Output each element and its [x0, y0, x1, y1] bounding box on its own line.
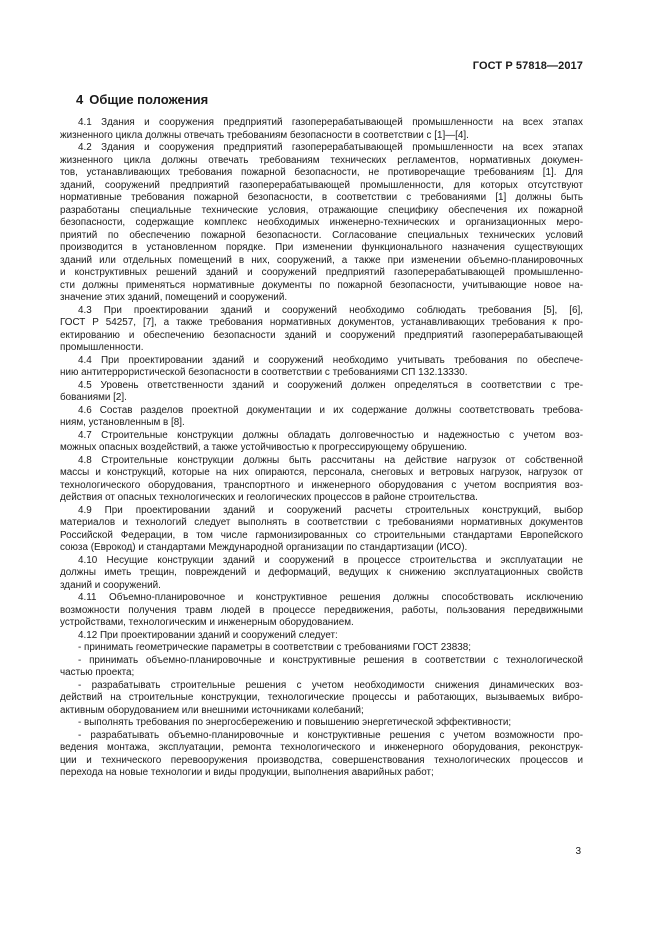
text-line: - принимать геометрические параметры в соответствии с требованиями ГОСТ 23838;: [78, 642, 471, 653]
paragraph: [60, 355, 583, 380]
text-line: - принимать объемно-планировочные и конструктивные решения в соответствии с технологической: [78, 654, 583, 666]
text-line: перехода на новые технологии и виды продукции, выполнения аварийных работ;: [60, 767, 434, 778]
section-heading: [76, 92, 208, 107]
text-line: разработаны специальные технические условия, отражающие специфику обеспечения их пожарной: [60, 204, 583, 216]
text-line: приятий по обеспечению пожарной безопасности. Согласование специальных технических условий: [60, 229, 583, 241]
text-line: союза (Еврокод) и стандартами Международной организации по стандартизации (ИСО).: [60, 542, 468, 553]
text-line: Российской Федерации, в том числе гармонизированных со строительными стандартами Европейского: [60, 529, 583, 541]
text-line: - выполнять требования по энергосбережению и повышению энергетической эффективности;: [78, 717, 512, 728]
section-title: Общие положения: [89, 92, 209, 107]
text-line: бованиями [2].: [60, 392, 127, 403]
paragraph: [60, 655, 583, 680]
text-line: значение этих зданий, помещений и сооружений.: [60, 292, 288, 303]
text-line: 4.11 Объемно-планировочное и конструктивное решения должны способствовать исключению: [78, 592, 583, 603]
paragraph: [60, 555, 583, 593]
text-line: ектированию и обеспечению безопасности зданий и сооружений предприятий газоперерабатывающей: [60, 329, 583, 341]
text-line: 4.8 Строительные конструкции должны быть рассчитаны на действие нагрузок от собственной: [78, 454, 583, 466]
text-line: тов, устанавливающих требования пожарной безопасности, не противоречащие требованиям [1]. Для: [60, 167, 583, 178]
text-line: 4.4 При проектировании зданий и сооружений необходимо учитывать требования по обеспече-: [78, 354, 583, 366]
paragraph: [60, 430, 583, 455]
paragraph: [60, 305, 583, 355]
text-line: ниям, установленным в [8].: [60, 417, 185, 428]
text-line: ции и технического перевооружения производства, совершенствования технологических процессов и: [60, 754, 583, 766]
text-line: 4.9 При проектировании зданий и сооружений расчеты строительных конструкций, выбор: [78, 504, 583, 516]
text-line: - разрабатывать строительные решения с учетом необходимости снижения динамических воз-: [78, 679, 583, 691]
text-line: частью проекта;: [60, 667, 135, 678]
text-line: - разрабатывать объемно-планировочные и конструктивные решения с учетом возможности про-: [78, 729, 583, 741]
text-line: действия от опасных технологических и геологических процессов в районе строительства.: [60, 492, 478, 503]
document-code: ГОСТ Р 57818—2017: [472, 60, 583, 72]
text-line: возможности получения травм людей в процессе передвижения, работы, пользования передвижными: [60, 604, 583, 616]
text-line: действий на строительные конструкции, технологические процессы и работающих, вызываемых вибро-: [60, 692, 583, 703]
paragraph: [60, 717, 583, 730]
text-line: жизненного цикла должны отвечать требованиям безопасности в соответствии с [1]—[4].: [60, 129, 469, 141]
page-number: 3: [575, 846, 581, 857]
paragraph: [60, 380, 583, 405]
paragraph: [60, 117, 583, 142]
text-line: сти должны применяться нормативные документы по пожарной безопасности, учитывающие новое на-: [60, 279, 583, 291]
paragraph: [60, 505, 583, 555]
text-line: материалов и технологий следует выполнять в соответствии с требованиями нормативных документов: [60, 517, 583, 528]
text-line: безопасности, содержащие комплекс необходимых инженерно-технических и организационных меро-: [60, 217, 583, 228]
text-line: нию антитеррористической безопасности в соответствии с требованиями СП 132.13330.: [60, 367, 468, 378]
paragraph: [60, 630, 583, 643]
text-line: промышленности.: [60, 342, 144, 353]
text-line: ведения монтажа, эксплуатации, ремонта технологического и инженерного оборудования, реконструк-: [60, 742, 583, 753]
text-line: 4.5 Уровень ответственности зданий и сооружений должен определяться в соответствии с тре-: [78, 379, 583, 391]
text-line: 4.2 Здания и сооружения предприятий газоперерабатывающей промышленности на всех этапах: [78, 142, 583, 153]
text-line: жизненного цикла должны отвечать требованиям технических регламентов, нормативных докумен-: [60, 154, 583, 166]
text-line: зданий, сооружений предприятий газоперерабатывающей промышленности, для которых отсутствуют: [60, 179, 583, 191]
paragraph: [60, 592, 583, 630]
text-line: 4.12 При проектировании зданий и сооружений следует:: [78, 629, 338, 641]
text-line: зданий и сооружений.: [60, 579, 161, 591]
text-line: 4.1 Здания и сооружения предприятий газоперерабатывающей промышленности на всех этапах: [78, 117, 583, 128]
text-line: можных опасных воздействий, а также устойчивостью к прогрессирующему обрушению.: [60, 442, 468, 453]
paragraph: [60, 680, 583, 718]
text-line: устройствами, технологическим и инженерным оборудованием.: [60, 617, 354, 628]
text-line: должны иметь трещин, повреждений и деформаций, ведущих к снижению эксплуатационных свойств: [60, 567, 583, 578]
text-line: зданий или отдельных помещений в них, сооружений, а также при изменении объемно-планировочных: [60, 254, 583, 266]
paragraph: [60, 405, 583, 430]
section-number: 4: [76, 92, 84, 107]
text-line: 4.7 Строительные конструкции должны обладать долговечностью и надежностью с учетом воз-: [78, 429, 583, 441]
text-line: активным оборудованием или внешними источниками колебаний;: [60, 704, 364, 716]
paragraph: [60, 142, 583, 305]
text-line: производится в установленном порядке. При изменении функционального назначения существующих: [60, 242, 583, 253]
text-line: 4.3 При проектировании зданий и сооружений необходимо соблюдать требования [5], [6],: [78, 304, 583, 316]
paragraph: [60, 730, 583, 780]
paragraph: [60, 455, 583, 505]
text-line: ГОСТ Р 54257, [7], а также требования нормативных документов, устанавливающих требования к про-: [60, 317, 583, 328]
text-line: нормативные требования пожарной безопасности, в соответствии с требованиями [1] должны быть: [60, 192, 583, 203]
paragraph: [60, 642, 583, 655]
text-line: 4.6 Состав разделов проектной документации и их содержание должны соответствовать требова-: [78, 404, 583, 416]
text-line: 4.10 Несущие конструкции зданий и сооружений в процессе строительства и эксплуатации не: [78, 554, 583, 566]
text-line: технологического оборудования, транспортного и инженерного оборудования с учетом восприятия воз-: [60, 479, 583, 491]
text-line: массы и конструкций, которые на них опираются, персонала, снеговых и ветровых нагрузок, нагрузок от: [60, 467, 583, 478]
section-body: [60, 117, 583, 780]
text-line: и конструктивных решений зданий и сооружений предприятий газоперерабатывающей промышленно-: [60, 267, 583, 278]
